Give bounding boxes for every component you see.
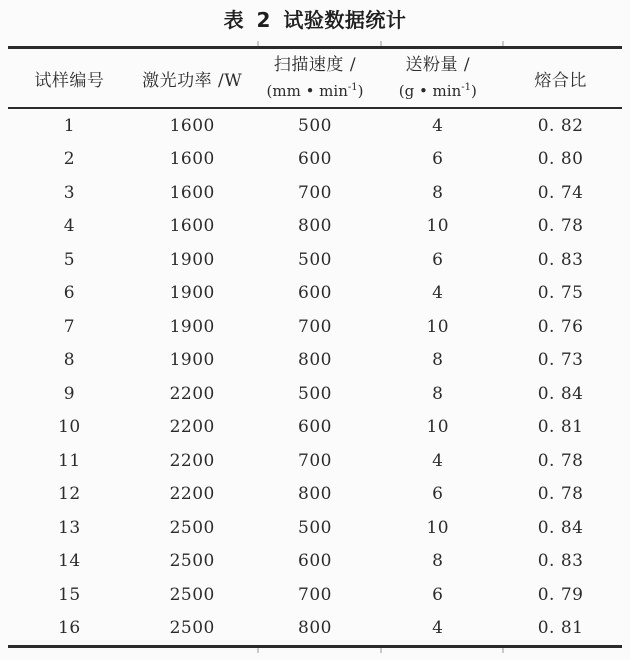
- table-cell: 14: [58, 551, 81, 572]
- table-cell: 8: [63, 350, 76, 371]
- table-row: [8, 176, 622, 210]
- table-cell: 600: [298, 283, 332, 304]
- table-cell: 2200: [169, 484, 215, 505]
- table-cell: 11: [58, 450, 81, 471]
- table-cell: 4: [432, 115, 444, 136]
- table-cell: 0. 78: [537, 216, 584, 237]
- table-cell: 0. 80: [537, 149, 584, 170]
- table-row: [8, 545, 622, 579]
- table-row: [8, 578, 622, 612]
- table-cell: 16: [58, 618, 81, 639]
- table-row: [8, 478, 622, 512]
- table-cell: 1600: [169, 149, 215, 170]
- column-divider-artifact: [502, 648, 504, 653]
- table-cell: 2500: [169, 584, 215, 605]
- table-row: [8, 411, 622, 445]
- table-cell: 600: [298, 417, 332, 438]
- table-cell: 6: [63, 283, 76, 304]
- col-header-sample-number: [8, 49, 131, 108]
- table-cell: 6: [432, 484, 444, 505]
- table-cell: 9: [63, 383, 76, 404]
- table-cell: 2200: [169, 417, 215, 438]
- table-cell: 700: [298, 316, 332, 337]
- unit-open: (g • min: [398, 82, 462, 100]
- table-cell: 6: [432, 149, 444, 170]
- col-header-label: 送粉量 /: [405, 55, 471, 75]
- column-divider-artifact: [380, 41, 382, 46]
- table-cell: 0. 73: [537, 350, 584, 371]
- table-cell: 1: [63, 115, 76, 136]
- unit-exponent: -1: [347, 82, 358, 93]
- table-cell: 2: [63, 149, 76, 170]
- table-cell: 1600: [169, 115, 215, 136]
- table-title: 表 2 试验数据统计: [223, 8, 407, 32]
- table-row: [8, 511, 622, 545]
- table-cell: 8: [432, 182, 444, 203]
- table-cell: 3: [63, 182, 76, 203]
- table-cell: 0. 81: [537, 417, 584, 438]
- column-divider-artifact: [380, 648, 382, 653]
- table-cell: 6: [432, 584, 444, 605]
- table-cell: 0. 74: [537, 182, 584, 203]
- col-header-powder-feed: [376, 49, 499, 108]
- table-cell: 0. 83: [537, 249, 584, 270]
- table-cell: 700: [298, 182, 332, 203]
- experiment-table: [8, 49, 622, 645]
- table-cell: 0. 81: [537, 618, 584, 639]
- table-row: [8, 143, 622, 177]
- col-header-fusion-ratio: [499, 49, 622, 108]
- table-cell: 0. 78: [537, 484, 584, 505]
- col-header-label: 扫描速度 /: [273, 55, 357, 75]
- table-cell: 10: [426, 517, 450, 538]
- table-cell: 4: [432, 283, 444, 304]
- table-cell: 600: [298, 551, 332, 572]
- table-cell: 0. 75: [537, 283, 584, 304]
- table-row: [8, 444, 622, 478]
- column-divider-artifact: [257, 41, 259, 46]
- table-cell: 8: [432, 551, 444, 572]
- table-cell: 10: [426, 216, 450, 237]
- table-cell: 500: [298, 115, 332, 136]
- col-header-label: 熔合比: [534, 70, 587, 91]
- table-cell: 7: [63, 316, 76, 337]
- table-cell: 2200: [169, 383, 215, 404]
- table-row: [8, 210, 622, 244]
- table-cell: 4: [63, 216, 76, 237]
- table-cell: 2200: [169, 450, 215, 471]
- table-cell: 5: [63, 249, 76, 270]
- table-cell: 0. 84: [537, 517, 584, 538]
- table-cell: 800: [298, 216, 332, 237]
- table-row: [8, 344, 622, 378]
- table-cell: 10: [426, 316, 450, 337]
- unit-close: ): [471, 82, 477, 100]
- table-cell: 0. 83: [537, 551, 584, 572]
- table-cell: 8: [432, 383, 444, 404]
- col-header-label: 试样编号: [34, 70, 105, 91]
- table-cell: 1900: [169, 350, 215, 371]
- table-cell: 12: [58, 484, 81, 505]
- table-cell: 700: [298, 584, 332, 605]
- col-header-label: 激光功率 /W: [142, 70, 243, 91]
- table-cell: 2500: [169, 551, 215, 572]
- table-cell: 1600: [169, 182, 215, 203]
- table-cell: 1900: [169, 283, 215, 304]
- table-cell: 4: [432, 618, 444, 639]
- table-cell: 600: [298, 149, 332, 170]
- table-cell: 1900: [169, 316, 215, 337]
- table-row: [8, 377, 622, 411]
- header-row: [8, 49, 622, 108]
- table-cell: 10: [58, 417, 81, 438]
- table-cell: 0. 84: [537, 383, 584, 404]
- table-cell: 15: [58, 584, 81, 605]
- col-header-unit: [254, 77, 377, 102]
- table-cell: 500: [298, 383, 332, 404]
- unit-exponent: -1: [461, 82, 471, 93]
- table-cell: 800: [298, 350, 332, 371]
- table-cell: 500: [298, 517, 332, 538]
- bottom-rule: [8, 645, 622, 648]
- table-cell: 0. 78: [537, 450, 584, 471]
- table-row: [8, 108, 622, 143]
- table-cell: 6: [432, 249, 444, 270]
- table-cell: 10: [426, 417, 450, 438]
- col-header-laser-power: [131, 49, 254, 108]
- table-cell: 1600: [169, 216, 215, 237]
- table-cell: 800: [298, 618, 332, 639]
- table-cell: 0. 82: [537, 115, 584, 136]
- table-cell: 500: [298, 249, 332, 270]
- table-cell: 700: [298, 450, 332, 471]
- table-cell: 2500: [169, 618, 215, 639]
- table-row: [8, 243, 622, 277]
- table-row: [8, 277, 622, 311]
- unit-open: (mm • min: [266, 82, 348, 100]
- table-header: [8, 49, 622, 108]
- column-divider-artifact: [502, 41, 504, 46]
- col-header-scan-speed: [254, 49, 377, 108]
- table-cell: 2500: [169, 517, 215, 538]
- table-row: [8, 310, 622, 344]
- data-table: [8, 46, 622, 648]
- table-body: [8, 108, 622, 645]
- table-cell: 0. 79: [537, 584, 584, 605]
- table-cell: 8: [432, 350, 444, 371]
- unit-close: ): [357, 82, 364, 100]
- table-cell: 1900: [169, 249, 215, 270]
- table-cell: 4: [432, 450, 444, 471]
- table-cell: 13: [58, 517, 81, 538]
- column-divider-artifact: [257, 648, 259, 653]
- table-cell: 800: [298, 484, 332, 505]
- table-cell: 0. 76: [537, 316, 584, 337]
- col-header-unit: [376, 77, 499, 102]
- table-row: [8, 612, 622, 646]
